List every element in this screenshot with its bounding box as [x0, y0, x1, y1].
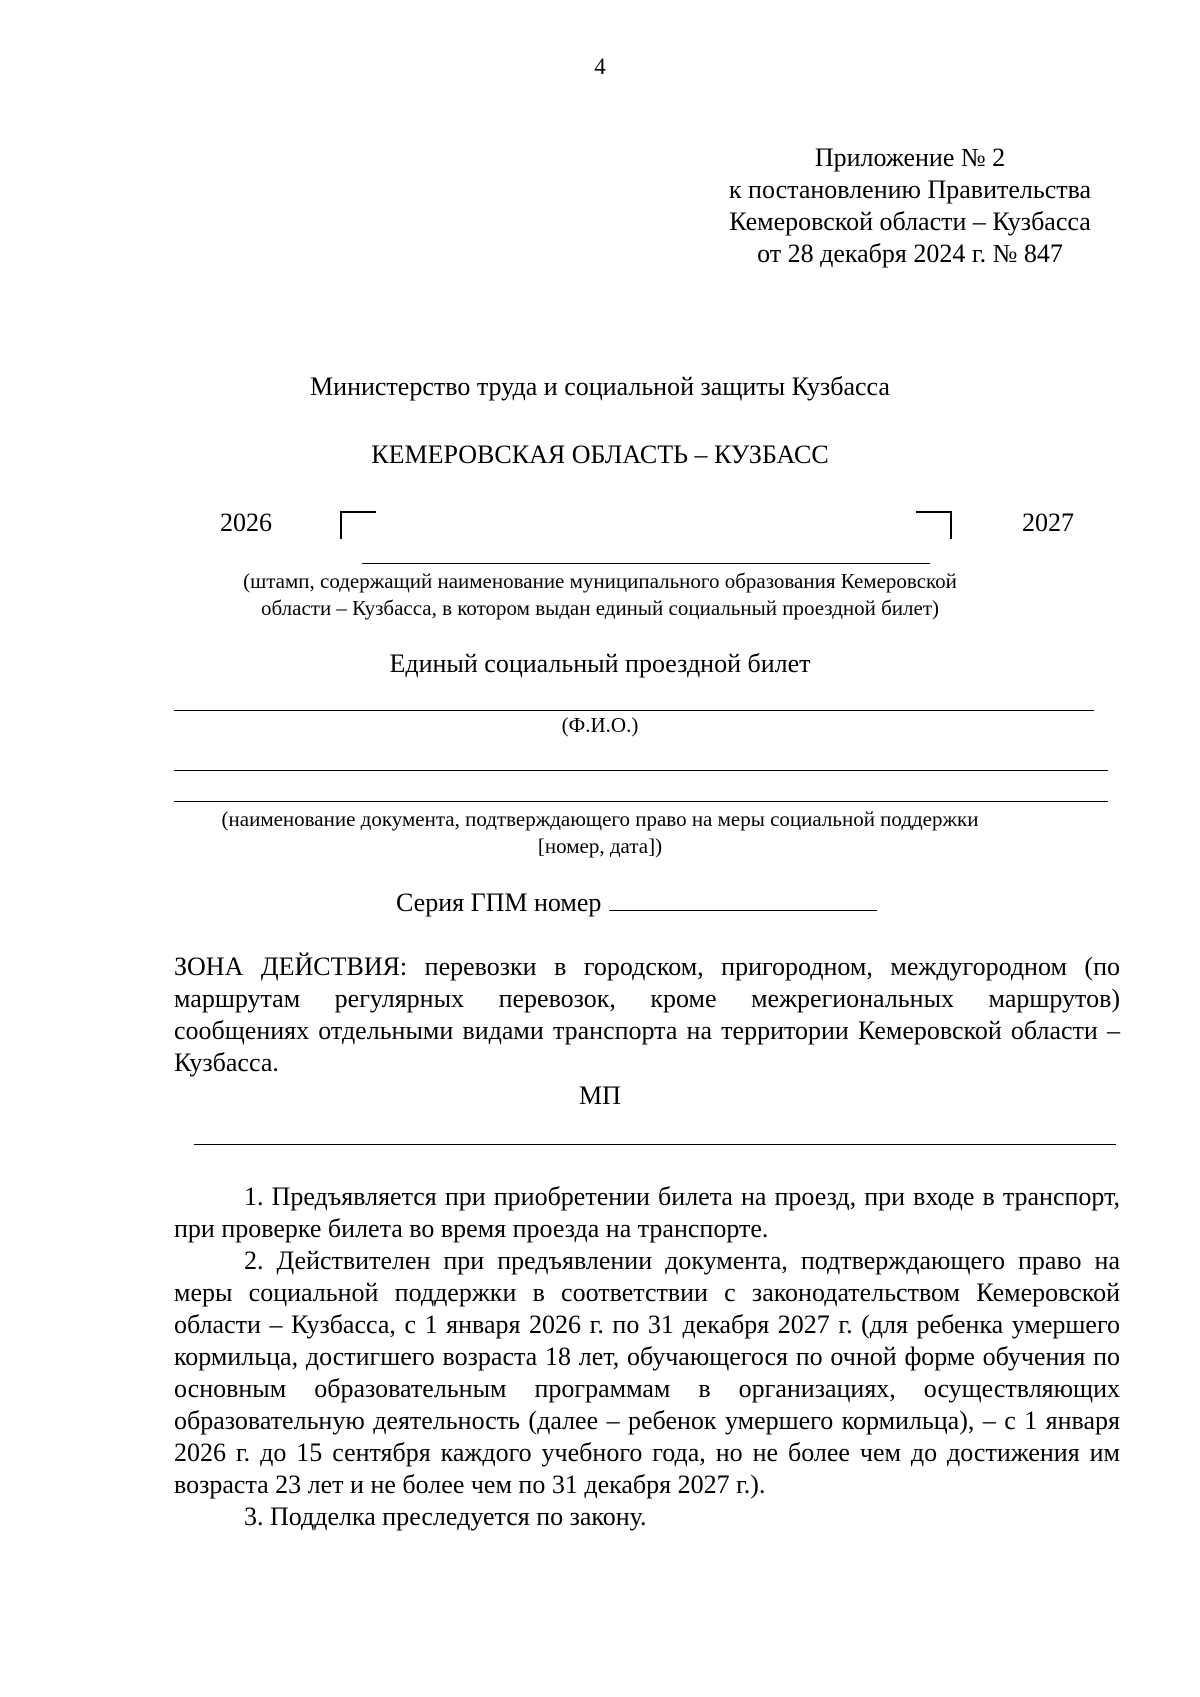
stamp-underline: [362, 563, 930, 564]
start-year: 2026: [220, 508, 272, 537]
ticket-title: Единый социальный проездной билет: [389, 649, 811, 678]
document-caption-line-2: [номер, дата]): [537, 834, 663, 858]
seal-mark: МП: [579, 1081, 621, 1110]
stamp-caption: [0, 568, 1200, 622]
rules-list: [174, 1181, 1120, 1533]
region-name: КЕМЕРОВСКАЯ ОБЛАСТЬ – КУЗБАСС: [371, 440, 829, 469]
stamp-corner-right: [916, 511, 952, 539]
document-caption-line-1: (наименование документа, подтверждающего право на меры социальной поддержки: [221, 807, 979, 831]
series-number-blank: [609, 886, 877, 911]
stamp-caption-line-2: области – Кузбасса, в котором выдан единый социальный проездной билет): [260, 596, 940, 620]
series-label: Серия ГПМ номер: [396, 888, 602, 917]
document-line-2: [174, 801, 1108, 802]
fio-caption: (Ф.И.О.): [561, 713, 639, 737]
series-row: [396, 886, 877, 918]
rule-item: 2. Действителен при предъявлении документа, подтверждающего право на меры социальной поддержки в соответствии с законодательством Кемеровской области – Кузбасса, с 1 января 2026 г. по 31 декабря 2027 г. (для ребенка умершего кормильца, достигшего возраста 18 лет, обучающегося по очной форме обучения по основным образовательным программам в организациях, осуществляющих образовательную деятельность (далее – ребенок умершего кормильца), – с 1 января 2026 г. до 15 сентября каждого учебного года, но не более чем до достижения им возраста 23 лет и не более чем по 31 декабря 2027 г.).: [174, 1246, 1120, 1499]
stamp-caption-line-1: (штамп, содержащий наименование муниципального образования Кемеровской: [243, 569, 957, 593]
appendix-line-3: Кемеровской области – Кузбасса: [729, 207, 1091, 236]
document-caption: [0, 806, 1200, 860]
fio-line: [174, 710, 1094, 711]
separator-line: [194, 1144, 1116, 1145]
appendix-line-4: от 28 декабря 2024 г. № 847: [757, 239, 1063, 268]
end-year: 2027: [1022, 508, 1074, 537]
rule-item: 3. Подделка преследуется по закону.: [244, 1502, 647, 1531]
appendix-line-2: к постановлению Правительства: [728, 175, 1092, 204]
document-line-1: [174, 770, 1108, 771]
page-number: 4: [594, 54, 606, 79]
rule-item: 1. Предъявляется при приобретении билета на проезд, при входе в транспорт, при проверке билета во время проезда на транспорте.: [174, 1182, 1120, 1243]
appendix-line-1: Приложение № 2: [814, 143, 1006, 172]
ministry-name: Министерство труда и социальной защиты Кузбасса: [310, 372, 890, 401]
stamp-corner-left: [340, 511, 376, 539]
appendix-header: [700, 142, 1120, 270]
zone-text: ЗОНА ДЕЙСТВИЯ: перевозки в городском, пригородном, междугородном (по маршрутам регулярных перевозок, кроме межрегиональных маршрутов) сообщениях отдельными видами транспорта на территории Кемеровской области – Кузбасса.: [174, 952, 1120, 1077]
